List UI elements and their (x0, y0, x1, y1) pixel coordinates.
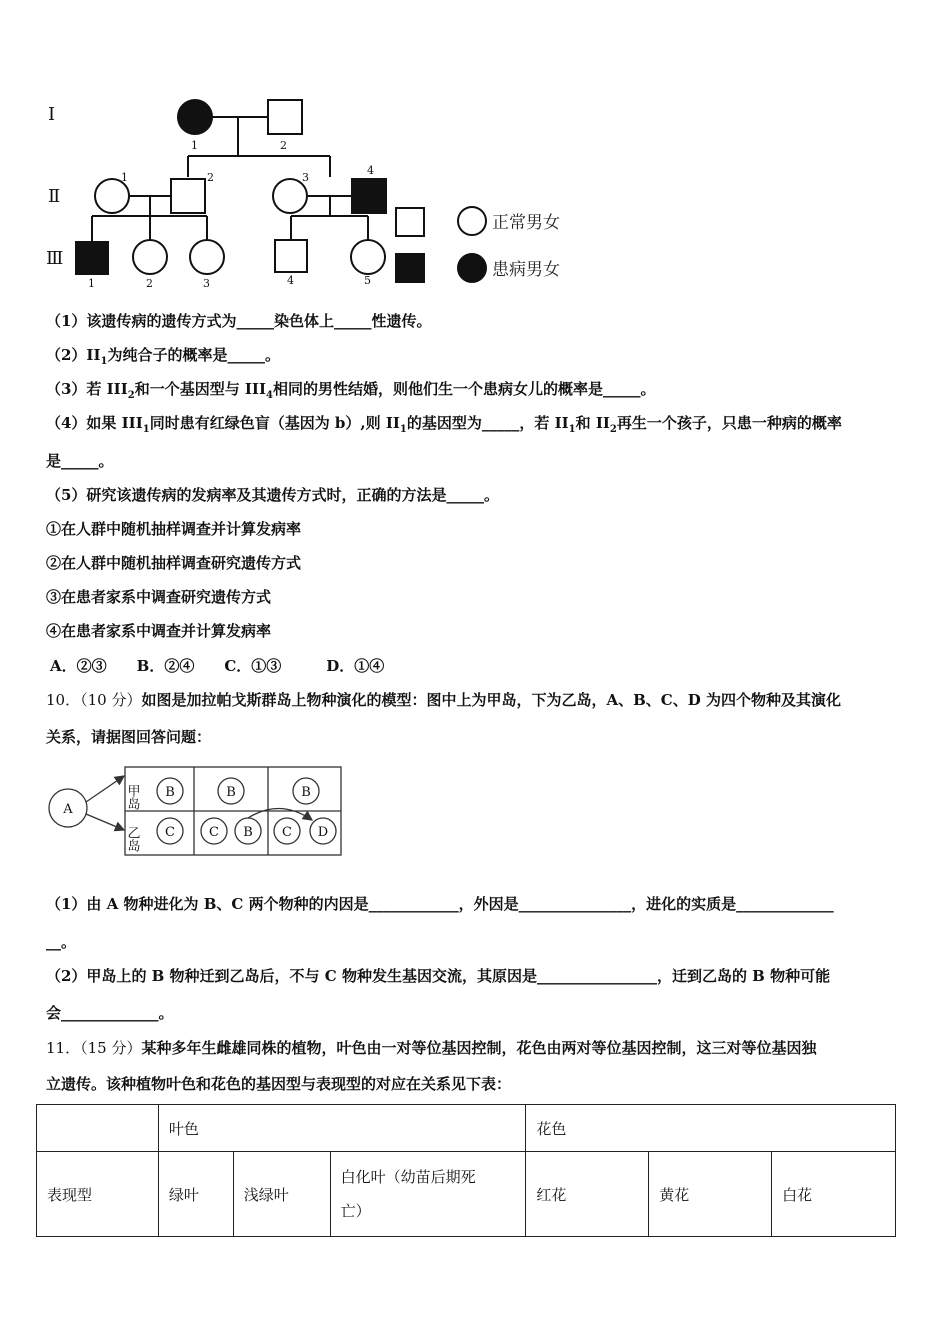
q9-option-3: ③在患者家系中调查研究遗传方式 (46, 588, 272, 606)
gen3-2-female-normal (133, 240, 167, 274)
phenotype-label: 表现型 (37, 1152, 159, 1237)
legend-affected-label: 患病男女 (492, 260, 560, 280)
gen2-label-3: 3 (302, 171, 309, 184)
q10-part1-cont: __。 (46, 933, 77, 951)
gen-label-3: Ⅲ (46, 248, 64, 269)
species-a-label: A (63, 802, 73, 817)
jia-cell3-label: B (301, 785, 311, 800)
yellow-flower-cell: 黄花 (649, 1152, 772, 1237)
yi-cell3d-label: D (317, 825, 329, 840)
legend-female-normal-icon (458, 207, 486, 235)
white-flower-cell: 白花 (772, 1152, 896, 1237)
gen-label-2: Ⅱ (48, 186, 61, 207)
gen3-label-3: 3 (203, 277, 210, 290)
q10-header-cont: 关系，请据图回答问题： (46, 728, 212, 746)
gen2-1-female-normal (95, 179, 129, 213)
q10-header: 10．（10 分）如图是加拉帕戈斯群岛上物种演化的模型：图中上为甲岛，下为乙岛，A、B、C、D 为四个物种及其演化 (46, 691, 841, 709)
yi-cell3c-label: C (282, 825, 292, 840)
legend-male-affected-icon (396, 254, 424, 282)
q11-header: 11．（15 分）某种多年生雌雄同株的植物，叶色由一对等位基因控制，花色由两对等位基因控制，这三对等位基因独 (46, 1039, 817, 1057)
gen3-5-female-normal (351, 240, 385, 274)
yi-cell2b-label: B (243, 825, 253, 840)
gen1-female-affected (178, 100, 212, 134)
q9-part2: $(2)II_1$为纯合子的概率是_____。 (46, 346, 280, 367)
table-corner-cell (37, 1105, 159, 1152)
gen3-3-female-normal (190, 240, 224, 274)
gen1-male-normal (268, 100, 302, 134)
legend-female-affected-icon (458, 254, 486, 282)
albino-leaf-cell: 白化叶（幼苗后期死 亡） (330, 1152, 526, 1237)
island-yi-label: 乙岛 (124, 826, 140, 852)
island-jia-label: 甲岛 (124, 784, 140, 810)
evolution-diagram (44, 758, 354, 868)
pedigree-chart (40, 92, 600, 292)
gen3-label-5: 5 (364, 274, 371, 287)
q9-choices: A．②③ B．②④ C．①③ D．①④ (50, 657, 385, 675)
q9-part4-cont: 是_____。 (46, 452, 114, 470)
table-row (37, 1152, 896, 1237)
gen-label-1: Ⅰ (48, 104, 56, 125)
q9-part4: （4）如果 $III_1$同时患有红绿色盲（基因为 b）,则 $II_1$的基因型为_____，若 $II_1$和 $II_2$再生一个孩子，只患一种病的概率 (46, 414, 842, 435)
gen2-label-1: 1 (121, 171, 128, 184)
q9-part5: （5）研究该遗传病的发病率及其遗传方式时，正确的方法是_____。 (46, 486, 499, 504)
gen1-label-1: 1 (191, 139, 198, 152)
gen3-1-male-affected (76, 242, 108, 274)
legend-normal-label: 正常男女 (492, 213, 560, 233)
gen2-4-male-affected (352, 179, 386, 213)
gen2-3-female-normal (273, 179, 307, 213)
q9-option-1: ①在人群中随机抽样调查并计算发病率 (46, 520, 302, 538)
gen2-label-2: 2 (207, 171, 214, 184)
q10-part2-cont: 会_____________。 (46, 1004, 174, 1022)
legend-male-normal-icon (396, 208, 424, 236)
q9-part1: （1）该遗传病的遗传方式为_____染色体上_____性遗传。 (46, 312, 432, 330)
gen3-4-male-normal (275, 240, 307, 272)
q9-option-4: ④在患者家系中调查并计算发病率 (46, 622, 272, 640)
gen2-2-male-normal (171, 179, 205, 213)
light-green-leaf-cell: 浅绿叶 (233, 1152, 330, 1237)
leaf-color-header: 叶色 (158, 1105, 526, 1152)
yi-cell2c-label: C (209, 825, 219, 840)
gen1-label-2: 2 (280, 139, 287, 152)
q9-option-2: ②在人群中随机抽样调查研究遗传方式 (46, 554, 302, 572)
q11-header-cont: 立遗传。该种植物叶色和花色的基因型与表现型的对应在关系见下表： (46, 1075, 512, 1093)
red-flower-cell: 红花 (526, 1152, 649, 1237)
green-leaf-cell: 绿叶 (158, 1152, 233, 1237)
q10-part1: （1）由 A 物种进化为 B、C 两个物种的内因是____________，外因是_______________，进化的实质是_____________ (46, 895, 834, 913)
flower-color-header: 花色 (526, 1105, 896, 1152)
jia-cell2-label: B (226, 785, 236, 800)
yi-cell1-label: C (165, 825, 175, 840)
gen3-label-4: 4 (287, 274, 294, 287)
gen3-label-1: 1 (88, 277, 95, 290)
q9-part3: （3）若 $III_2$和一个基因型与 $III_4$相同的男性结婚，则他们生一个患病女儿的概率是_____。 (46, 380, 656, 401)
jia-cell1-label: B (165, 785, 175, 800)
table-row (37, 1105, 896, 1152)
q10-part2: （2）甲岛上的 B 物种迁到乙岛后，不与 C 物种发生基因交流，其原因是________________，迁到乙岛的 B 物种可能 (46, 967, 831, 985)
phenotype-table (36, 1104, 896, 1237)
gen2-label-4: 4 (367, 164, 374, 177)
gen3-label-2: 2 (146, 277, 153, 290)
